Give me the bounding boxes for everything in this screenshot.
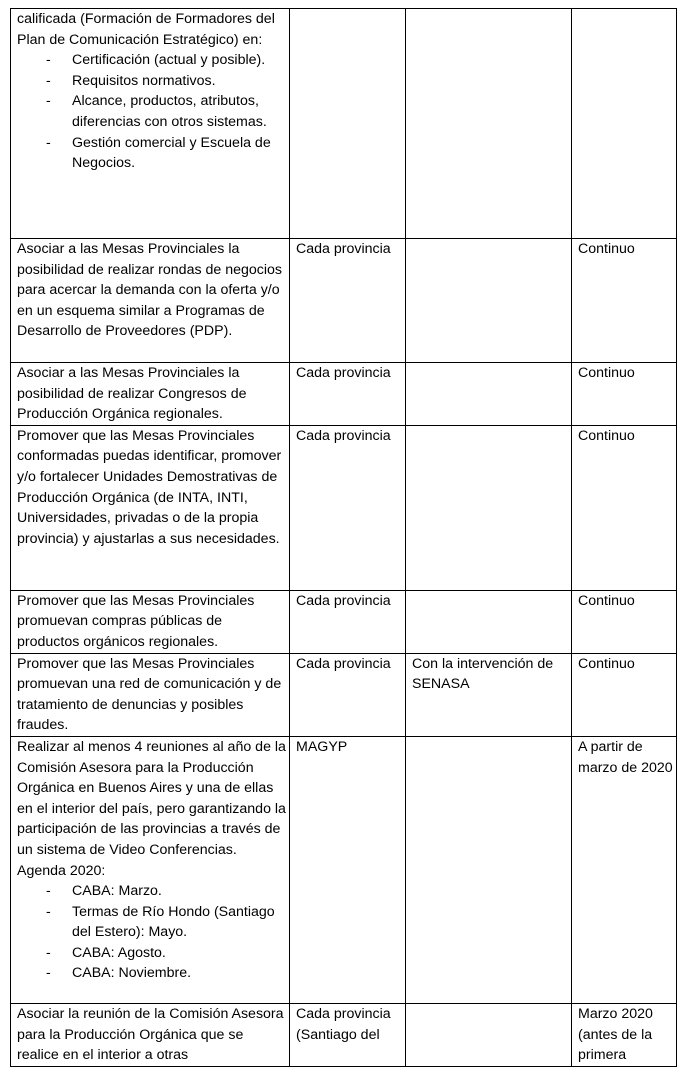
table-row <box>11 590 677 653</box>
list-item: - CABA: Marzo. <box>72 881 286 902</box>
responsible-cell: Cada provincia <box>290 239 406 363</box>
notes-cell <box>406 425 572 590</box>
list-item: - Requisitos normativos. <box>72 71 286 92</box>
timeline-cell <box>572 9 677 239</box>
action-cell <box>11 653 290 736</box>
action-text: Promover que las Mesas Provinciales conformadas puedas identificar, promover y/o fortalecer Unidades Demostrativas de Producción Orgánica (de INTA, INTI, Universidades, privadas o de la propia provincia) y ajustarlas a sus necesidades. <box>17 427 282 547</box>
timeline-cell: A partir de marzo de 2020 <box>572 736 677 1003</box>
table-row <box>11 736 677 1003</box>
notes-cell <box>406 363 572 426</box>
table-row <box>11 363 677 426</box>
action-text: Asociar a las Mesas Provinciales la posibilidad de realizar rondas de negocios para acercar la demanda con la oferta y/o en un esquema similar a Programas de Desarrollo de Proveedores (PDP). <box>17 241 283 340</box>
notes-cell <box>406 736 572 1003</box>
timeline-cell: Continuo <box>572 653 677 736</box>
timeline-cell: Continuo <box>572 239 677 363</box>
list-item: - CABA: Noviembre. <box>72 963 286 984</box>
action-text: Promover que las Mesas Provinciales promuevan una red de comunicación y de tratamiento de denuncias y posibles fraudes. <box>17 655 282 734</box>
list-item: - Gestión comercial y Escuela de Negocios. <box>72 133 286 174</box>
action-cell <box>11 239 290 363</box>
actions-table <box>10 8 677 1067</box>
table-row <box>11 653 677 736</box>
table-row <box>11 239 677 363</box>
action-text: Asociar a las Mesas Provinciales la posibilidad de realizar Congresos de Producción Orgánica regionales. <box>17 365 247 423</box>
action-cell <box>11 363 290 426</box>
agenda-heading: Agenda 2020: <box>17 862 106 879</box>
timeline-cell: Continuo <box>572 590 677 653</box>
action-cell <box>11 425 290 590</box>
notes-cell: Con la intervención de SENASA <box>406 653 572 736</box>
responsible-cell: MAGYP <box>290 736 406 1003</box>
bullet-list <box>17 881 286 984</box>
responsible-cell: Cada provincia <box>290 425 406 590</box>
table-row <box>11 9 677 239</box>
notes-cell <box>406 1003 572 1066</box>
action-cell <box>11 736 290 1003</box>
responsible-cell: Cada provincia <box>290 590 406 653</box>
timeline-cell: Continuo <box>572 363 677 426</box>
responsible-cell: Cada provincia <box>290 363 406 426</box>
list-item: - Termas de Río Hondo (Santiago del Estero): Mayo. <box>72 902 286 943</box>
responsible-cell <box>290 9 406 239</box>
timeline-cell: Continuo <box>572 425 677 590</box>
list-item: - Alcance, productos, atributos, diferencias con otros sistemas. <box>72 91 286 132</box>
bullet-list <box>17 50 286 174</box>
list-item: - Certificación (actual y posible). <box>72 50 286 71</box>
notes-cell <box>406 239 572 363</box>
action-cell <box>11 590 290 653</box>
responsible-cell: Cada provincia (Santiago del <box>290 1003 406 1066</box>
notes-cell <box>406 590 572 653</box>
list-item: - CABA: Agosto. <box>72 943 286 964</box>
timeline-cell: Marzo 2020 (antes de la primera <box>572 1003 677 1066</box>
table-row <box>11 1003 677 1066</box>
table-row <box>11 425 677 590</box>
responsible-cell: Cada provincia <box>290 653 406 736</box>
notes-cell <box>406 9 572 239</box>
action-text: Realizar al menos 4 reuniones al año de la Comisión Asesora para la Producción Orgánica en Buenos Aires y una de ellas en el interior del país, pero garantizando la participación de las provincias a través de un sistema de Video Conferencias. <box>17 738 286 858</box>
action-text: Promover que las Mesas Provinciales promuevan compras públicas de productos orgánicos regionales. <box>17 592 255 650</box>
action-text: calificada (Formación de Formadores del Plan de Comunicación Estratégico) en: <box>17 11 275 48</box>
action-cell <box>11 1003 290 1066</box>
action-cell <box>11 9 290 239</box>
action-text: Asociar la reunión de la Comisión Asesora para la Producción Orgánica que se realice en el interior a otras <box>17 1005 284 1064</box>
